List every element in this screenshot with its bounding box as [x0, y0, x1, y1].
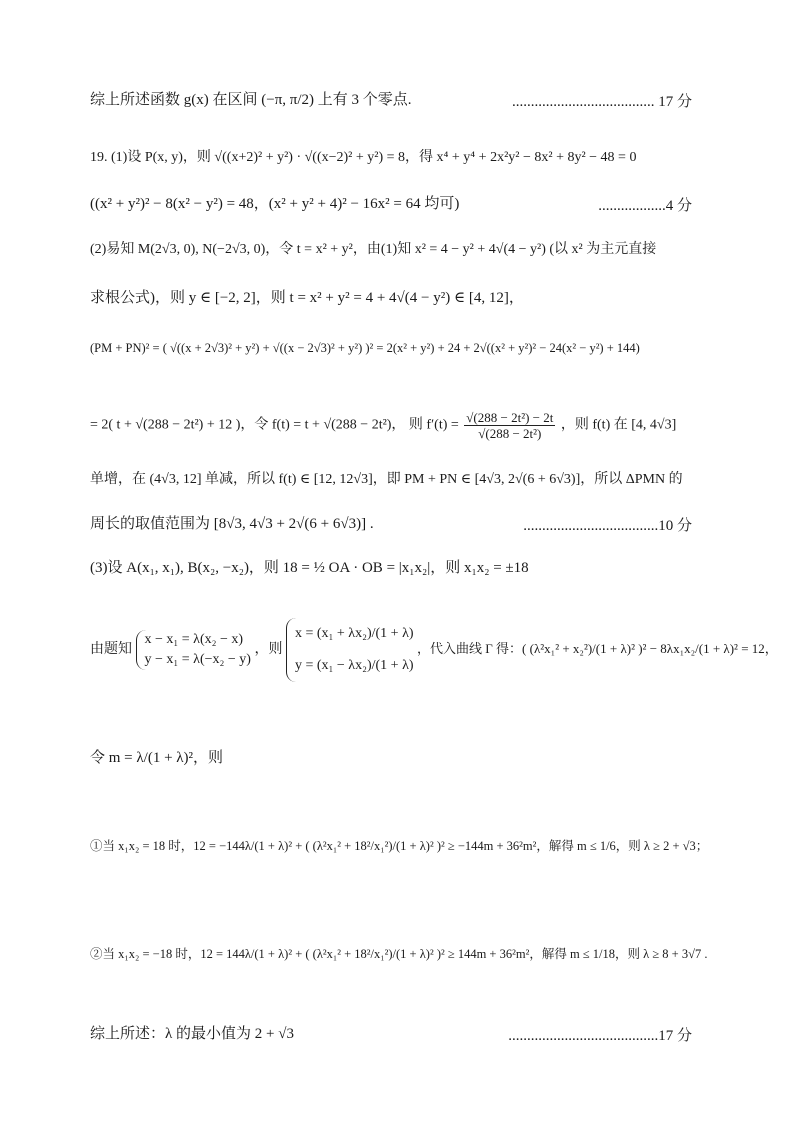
- q19-part3-line1: (3)设 A(x₁, x₁), B(x₂, −x₂)，则 18 = ½ OA · OB = |x₁x₂|，则 x₁x₂ = ±18: [90, 560, 529, 576]
- case-1-line: ①当 x₁x₂ = 18 时，12 = −144λ/(1 + λ)² + ( (λ²x₁² + 18²/x₁²)/(1 + λ)² )² ≥ −144m + 36²m²，解得 m ≤ 1/6，则 λ ≥ 2 + √3；: [90, 839, 709, 853]
- substitute-curve: ，代入曲线 Γ 得：( (λ²x₁² + x₂²)/(1 + λ)² )² − 8λx₁x₂/(1 + λ)² = 12，: [417, 641, 778, 657]
- q19-part3-line3: 令 m = λ/(1 + λ)²，则: [90, 750, 224, 766]
- solved-x: x = (x₁ + λx₂)/(1 + λ): [294, 626, 414, 641]
- q19-part1-line: 19. (1)设 P(x, y)，则 √((x+2)² + y²) · √((x−2)² + y²) = 8，得 x⁴ + y⁴ + 2x²y² − 8x² + 8y² − 48 = 0: [90, 150, 637, 165]
- derivative-denominator: √(288 − 2t²): [478, 426, 542, 441]
- given-lead: 由题知: [90, 642, 132, 658]
- final-summary: 综上所述：λ 的最小值为 2 + √3: [90, 1026, 294, 1042]
- case-2-line: ②当 x₁x₂ = −18 时，12 = 144λ/(1 + λ)² + ( (λ²x₁² + 18²/x₁²)/(1 + λ)² )² ≥ 144m + 36²m²，解得 m ≤ 1/18，则 λ ≥ 8 + 3√7 .: [90, 947, 708, 961]
- given-eq1: x − x₁ = λ(x₂ − x): [144, 632, 244, 647]
- given-eq2: y − x₁ = λ(−x₂ − y): [144, 652, 251, 667]
- q19-part2-line3: (PM + PN)² = ( √((x + 2√3)² + y²) + √((x − 2√3)² + y²) )² = 2(x² + y²) + 24 + 2√((x² + y²)² − 24(x² − y²) + 144): [90, 341, 640, 355]
- score-4: ..................4 分: [598, 198, 692, 214]
- q19-part2-line4: [90, 410, 710, 441]
- derivative-fraction: [464, 410, 555, 441]
- derivative-lead: = 2( t + √(288 − 2t²) + 12 )，令 f(t) = t + √(288 − 2t²)， 则 f′(t) =: [90, 417, 459, 433]
- score-10: ....................................10 分: [523, 518, 692, 534]
- q19-part3-line2: [90, 618, 778, 682]
- q19-part2-line1: (2)易知 M(2√3, 0), N(−2√3, 0)，令 t = x² + y²，由(1)知 x² = 4 − y² + 4√(4 − y²) (以 x² 为主元直接: [90, 242, 657, 257]
- solved-y: y = (x₁ − λx₂)/(1 + λ): [294, 658, 414, 673]
- q19-part2-line6: 周长的取值范围为 [8√3, 4√3 + 2√(6 + 6√3)] .: [90, 516, 374, 532]
- derivative-numerator: √(288 − 2t²) − 2t: [466, 410, 554, 425]
- q19-part2-line5: 单增，在 (4√3, 12] 单减，所以 f(t) ∈ [12, 12√3]，即 PM + PN ∈ [4√3, 2√(6 + 6√3)]，所以 ΔPMN 的: [90, 472, 683, 487]
- derivative-tail: ，则 f(t) 在 [4, 4√3]: [560, 417, 677, 433]
- given-system: [136, 630, 251, 670]
- conclusion-line: 综上所述函数 g(x) 在区间 (−π, π/2) 上有 3 个零点.: [90, 92, 412, 108]
- score-17-b: ........................................17 分: [508, 1028, 692, 1044]
- score-17-a: ...................................... 17 分: [511, 94, 692, 110]
- q19-part2-line2: 求根公式)，则 y ∈ [−2, 2]，则 t = x² + y² = 4 + 4√(4 − y²) ∈ [4, 12]，: [90, 290, 524, 306]
- q19-part1-alt: ((x² + y²)² − 8(x² − y²) = 48，(x² + y² + 4)² − 16x² = 64 均可): [90, 196, 460, 212]
- solved-system: [286, 618, 414, 682]
- given-then: ，则: [254, 642, 283, 658]
